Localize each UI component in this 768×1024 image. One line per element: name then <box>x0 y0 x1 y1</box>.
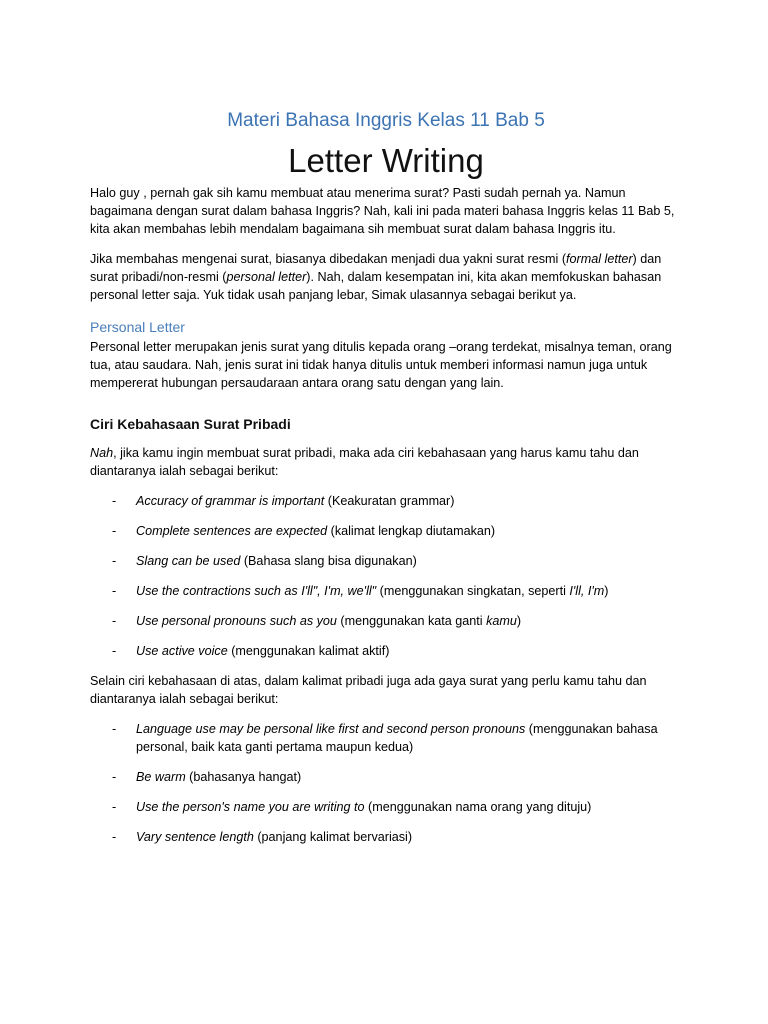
list-item <box>90 720 682 756</box>
heading-personal-letter: Personal Letter <box>90 319 185 335</box>
item-english: Complete sentences are expected <box>136 524 328 538</box>
item-english: I'll, I'm <box>569 584 605 598</box>
item-english: Language use may be personal like first and second person pronouns <box>136 722 526 736</box>
ciri-intro-paragraph <box>90 444 682 480</box>
dash-bullet: - <box>112 830 117 844</box>
text-run-italic: Nah <box>90 446 114 460</box>
document-title: Letter Writing <box>288 142 484 179</box>
item-english: Use the person's name you are writing to <box>136 800 365 814</box>
dash-bullet: - <box>112 584 117 598</box>
item-translation: (kalimat lengkap diutamakan) <box>327 524 496 538</box>
item-translation: (panjang kalimat bervariasi) <box>253 830 413 844</box>
dash-bullet: - <box>112 770 117 784</box>
item-translation: (menggunakan kalimat aktif) <box>227 644 390 658</box>
intro-paragraph-2 <box>90 250 682 304</box>
list-item <box>90 522 682 540</box>
item-english: Use the contractions such as I'll", I'm, we'll" <box>136 584 377 598</box>
item-translation: (bahasanya hangat) <box>185 770 302 784</box>
item-english: Use active voice <box>136 644 228 658</box>
text-run: , jika kamu ingin membuat surat pribadi, maka ada ciri kebahasaan yang harus kamu tahu dan diantaranya ialah sebagai berikut: <box>90 446 639 478</box>
item-translation: (Keakuratan grammar) <box>324 494 455 508</box>
list-item <box>90 492 682 510</box>
item-translation: (menggunakan nama orang yang dituju) <box>364 800 592 814</box>
list-item <box>90 798 682 816</box>
dash-bullet: - <box>112 614 117 628</box>
item-translation: (menggunakan singkatan, seperti <box>376 584 570 598</box>
list-item <box>90 582 682 600</box>
item-translation: (menggunakan kata ganti <box>336 614 487 628</box>
dash-bullet: - <box>112 644 117 658</box>
text-run: ). Nah, dalam kesempatan ini, kita akan memfokuskan bahasan personal letter saja. Yuk tidak usah panjang lebar, Simak ulasannya sebagai berikut ya. <box>90 270 662 302</box>
dash-bullet: - <box>112 554 117 568</box>
list-item <box>90 612 682 630</box>
item-english: Vary sentence length <box>136 830 254 844</box>
text-run: ) dan surat pribadi/non-resmi ( <box>90 252 662 284</box>
text-run-italic: personal letter <box>226 270 307 284</box>
text-run: Jika membahas mengenai surat, biasanya dibedakan menjadi dua yakni surat resmi ( <box>90 252 567 266</box>
gaya-list <box>90 720 682 846</box>
dash-bullet: - <box>112 494 117 508</box>
list-item <box>90 828 682 846</box>
heading-ciri-kebahasaan: Ciri Kebahasaan Surat Pribadi <box>90 416 291 432</box>
personal-letter-paragraph: Personal letter merupakan jenis surat yang ditulis kepada orang –orang terdekat, misalnya teman, orang tua, atau saudara. Nah, jenis surat ini tidak hanya ditulis untuk memberi informasi namun juga untuk mempererat hubungan persaudaraan antara orang satu dengan yang lain. <box>90 340 672 390</box>
item-english: Be warm <box>136 770 186 784</box>
item-english: Slang can be used <box>136 554 241 568</box>
dash-bullet: - <box>112 524 117 538</box>
item-translation: (Bahasa slang bisa digunakan) <box>240 554 417 568</box>
document-subtitle: Materi Bahasa Inggris Kelas 11 Bab 5 <box>227 110 545 131</box>
item-english: Use personal pronouns such as you <box>136 614 337 628</box>
list-item <box>90 642 682 660</box>
intro-paragraph-1: Halo guy , pernah gak sih kamu membuat atau menerima surat? Pasti sudah pernah ya. Namun bagaimana dengan surat dalam bahasa Inggris? Nah, kali ini pada materi bahasa Inggris kelas 11 Bab 5, kita akan membahas lebih mendalam bagaimana sih membuat surat dalam bahasa Inggris itu. <box>90 186 675 236</box>
item-translation: (menggunakan bahasa personal, baik kata ganti pertama maupun kedua) <box>136 722 658 754</box>
item-translation: ) <box>604 584 609 598</box>
item-english: kamu <box>486 614 517 628</box>
text-run-italic: formal letter <box>566 252 633 266</box>
list-item <box>90 552 682 570</box>
item-translation: ) <box>516 614 522 628</box>
dash-bullet: - <box>112 722 117 736</box>
ciri-list <box>90 492 682 660</box>
list-item <box>90 768 682 786</box>
dash-bullet: - <box>112 800 117 814</box>
item-english: Accuracy of grammar is important <box>136 494 325 508</box>
gaya-intro-paragraph: Selain ciri kebahasaan di atas, dalam kalimat pribadi juga ada gaya surat yang perlu kamu tahu dan diantaranya ialah sebagai berikut: <box>90 674 647 706</box>
